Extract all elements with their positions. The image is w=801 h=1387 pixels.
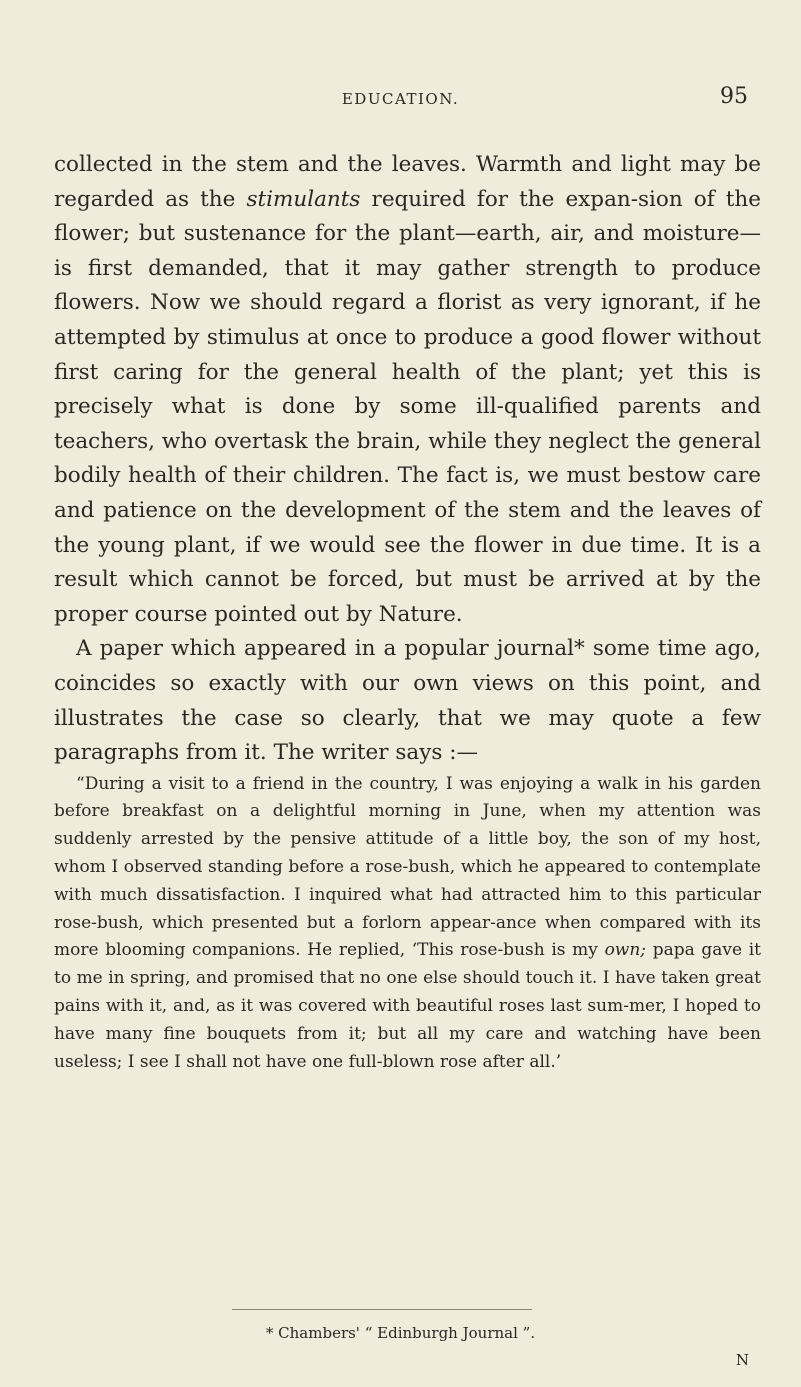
paragraph-1-italic: stimulants bbox=[246, 186, 361, 212]
paragraph-1-start: collected in the stem and the leaves. Warmth and light may be regarded as the bbox=[54, 152, 761, 212]
paragraph-1 bbox=[54, 148, 761, 632]
footnote: * Chambers' “ Edinburgh Journal ”. bbox=[265, 1324, 536, 1342]
body-text bbox=[54, 148, 761, 1076]
quote-end: papa gave it to me in spring, and promised that no one else should touch it. I have taken great pains with it, and, as it was covered with beautiful roses last sum-mer, I hoped to have many fine bouquets from it; but all my care and watching have been useless; I see I shall not have one full-blown rose after all.’ bbox=[54, 940, 761, 1072]
paragraph-2: A paper which appeared in a popular journal* some time ago, coincides so exactly with our own views on this point, and illustrates the case so clearly, that we may quote a few paragraphs from it. The writer says :— bbox=[54, 636, 761, 766]
quote-italic: own; bbox=[604, 940, 647, 961]
footnote-rule bbox=[232, 1309, 532, 1310]
running-head: EDUCATION. bbox=[341, 90, 460, 108]
quote-start: “During a visit to a friend in the country, I was enjoying a walk in his garden before breakfast on a delightful morning in June, when my attention was suddenly arrested by the pensive attitude of a little boy, the son of my host, whom I observed standing before a rose-bush, which he appeared to contemplate with much dissatisfaction. I inquired what had attracted him to this particular rose-bush, which presented but a forlorn appear-ance when compared with its more blooming companions. He replied, ‘This rose-bush is my bbox=[54, 773, 761, 961]
quote-paragraph bbox=[54, 771, 761, 1077]
page-number: 95 bbox=[720, 84, 748, 109]
paragraph-1-end: required for the expan-sion of the flower; but sustenance for the plant—earth, air, and moisture—is first demanded, that it may gather strength to produce flowers. Now we should regard a florist as very ignorant, if he attempted by stimulus at once to produce a good flower without first caring for the general health of the plant; yet this is precisely what is done by some ill-qualified parents and teachers, who overtask the brain, while they neglect the general bodily health of their children. The fact is, we must bestow care and patience on the development of the stem and the leaves of the young plant, if we would see the flower in due time. It is a result which cannot be forced, but must be arrived at by the proper course pointed out by Nature. bbox=[54, 186, 761, 627]
signature-mark: N bbox=[735, 1351, 749, 1369]
page-header bbox=[0, 84, 801, 118]
